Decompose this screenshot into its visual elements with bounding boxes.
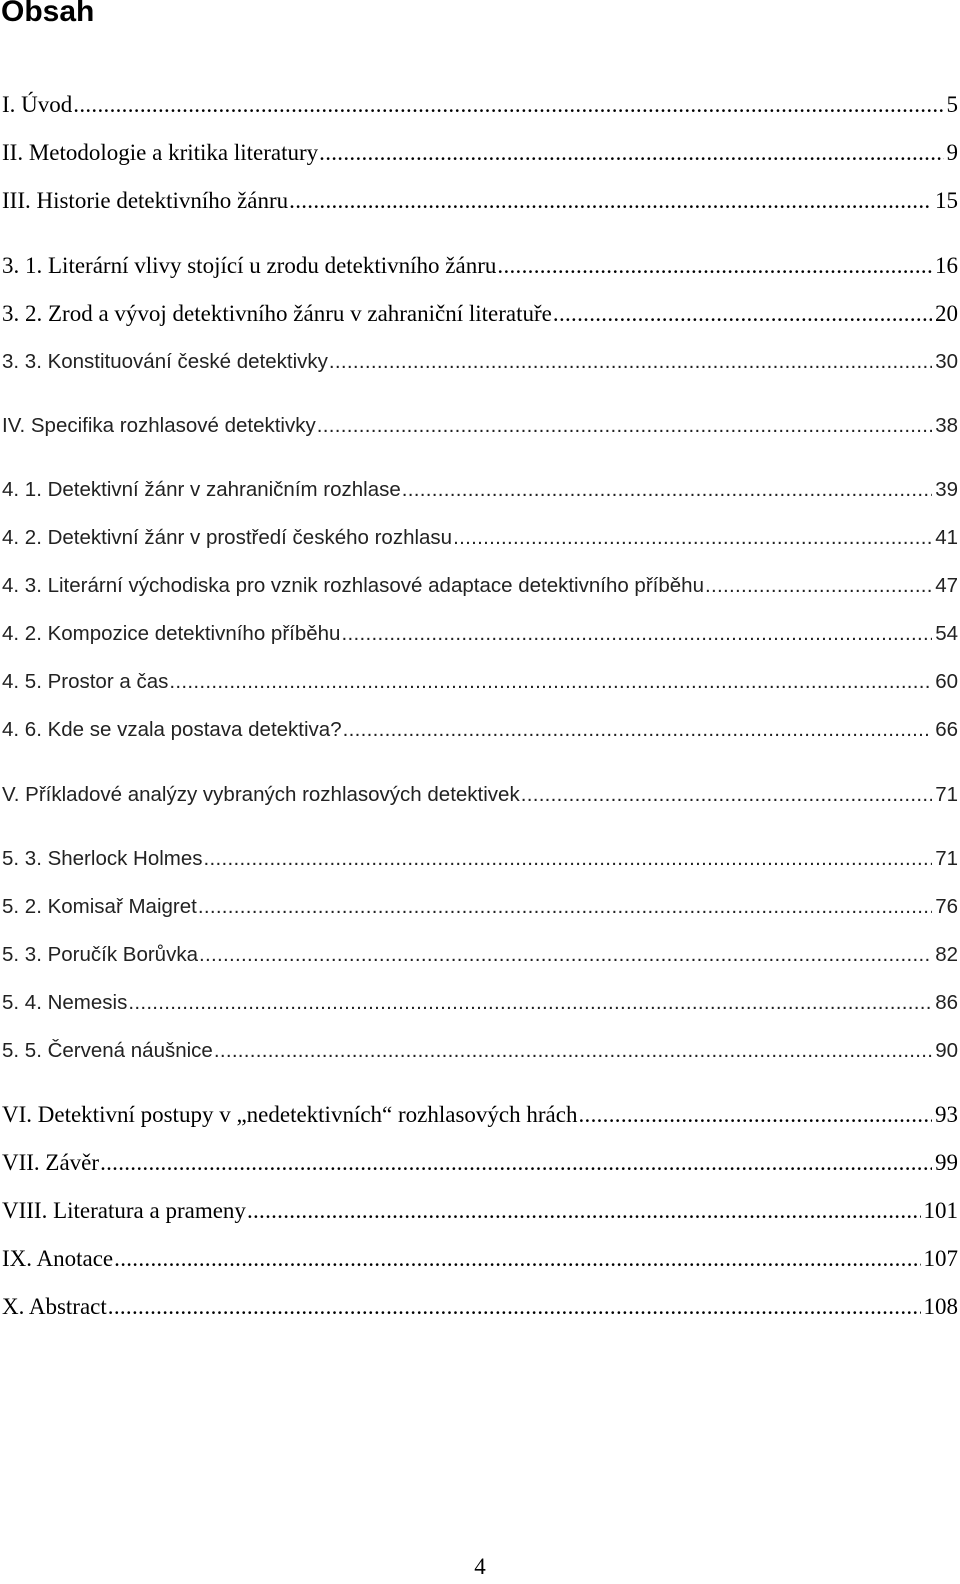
toc-entry-label: 3. 2. Zrod a vývoj detektivního žánru v zahraniční literatuře bbox=[2, 301, 552, 326]
toc-entry-page: 90 bbox=[935, 1039, 958, 1062]
toc-entry-page: 101 bbox=[923, 1198, 958, 1223]
dot-leader bbox=[114, 1244, 920, 1274]
dot-leader bbox=[521, 780, 932, 810]
toc-entry-page: 93 bbox=[935, 1102, 958, 1127]
page-title: Obsah bbox=[1, 0, 95, 28]
toc-entry-page: 30 bbox=[935, 350, 958, 373]
dot-leader bbox=[319, 138, 943, 168]
toc-entry-page: 20 bbox=[935, 301, 958, 326]
toc-entry-label: 4. 2. Detektivní žánr v prostředí českého rozhlasu bbox=[2, 526, 453, 549]
toc-entry-page: 107 bbox=[923, 1246, 958, 1271]
toc-entry-4-3[interactable] bbox=[2, 571, 958, 601]
toc-entry-label: VII. Závěr bbox=[2, 1150, 100, 1175]
toc-entry-label: 3. 3. Konstituování české detektivky bbox=[2, 350, 328, 373]
toc-entry-page: 39 bbox=[935, 478, 958, 501]
toc-entry-page: 76 bbox=[935, 895, 958, 918]
toc-entry-anotace[interactable] bbox=[2, 1244, 958, 1274]
dot-leader bbox=[204, 844, 933, 874]
toc-entry-historie[interactable] bbox=[2, 186, 958, 216]
toc-entry-label: 5. 5. Červená náušnice bbox=[2, 1039, 213, 1062]
toc-entry-label: 5. 3. Sherlock Holmes bbox=[2, 847, 203, 870]
toc-entry-page: 71 bbox=[935, 847, 958, 870]
page-number: 4 bbox=[474, 1554, 486, 1579]
toc-entry-label: 4. 1. Detektivní žánr v zahraničním rozhlase bbox=[2, 478, 401, 501]
toc-entry-zaver[interactable] bbox=[2, 1148, 958, 1178]
dot-leader bbox=[289, 186, 932, 216]
dot-leader bbox=[169, 667, 932, 697]
dot-leader bbox=[343, 715, 933, 745]
dot-leader bbox=[497, 251, 932, 281]
toc-entry-page: 60 bbox=[935, 670, 958, 693]
toc-entry-abstract[interactable] bbox=[2, 1292, 958, 1322]
toc-entry-label: 5. 3. Poručík Borůvka bbox=[2, 943, 198, 966]
dot-leader bbox=[453, 523, 932, 553]
toc-entry-page: 86 bbox=[935, 991, 958, 1014]
toc-entry-3-2[interactable] bbox=[2, 299, 958, 329]
toc-entry-5-boruvka[interactable] bbox=[2, 940, 958, 970]
dot-leader bbox=[214, 1036, 932, 1066]
toc-entry-page: 9 bbox=[946, 140, 958, 165]
dot-leader bbox=[578, 1100, 932, 1130]
toc-entry-postupy[interactable] bbox=[2, 1100, 958, 1130]
toc-entry-label: IV. Specifika rozhlasové detektivky bbox=[2, 414, 316, 437]
toc-entry-page: 16 bbox=[935, 253, 958, 278]
toc-entry-5-nausnice[interactable] bbox=[2, 1036, 958, 1066]
toc-entry-4-1[interactable] bbox=[2, 475, 958, 505]
toc-entry-label: I. Úvod bbox=[2, 92, 73, 117]
toc-entry-label: VIII. Literatura a prameny bbox=[2, 1198, 246, 1223]
toc-entry-label: III. Historie detektivního žánru bbox=[2, 188, 289, 213]
dot-leader bbox=[199, 940, 932, 970]
toc-entry-3-3[interactable] bbox=[2, 347, 958, 377]
toc-entry-label: II. Metodologie a kritika literatury bbox=[2, 140, 319, 165]
toc-entry-5-sherlock[interactable] bbox=[2, 844, 958, 874]
toc-entry-label: 4. 3. Literární východiska pro vznik rozhlasové adaptace detektivního příběhu bbox=[2, 574, 704, 597]
dot-leader bbox=[100, 1148, 932, 1178]
toc-entry-priklady[interactable] bbox=[2, 780, 958, 810]
dot-leader bbox=[247, 1196, 921, 1226]
toc-entry-label: 5. 4. Nemesis bbox=[2, 991, 128, 1014]
toc-entry-page: 47 bbox=[935, 574, 958, 597]
dot-leader bbox=[198, 892, 932, 922]
toc-entry-specifika[interactable] bbox=[2, 411, 958, 441]
toc-entry-label: 4. 5. Prostor a čas bbox=[2, 670, 169, 693]
toc-entry-uvod[interactable] bbox=[2, 90, 958, 120]
toc-entry-label: 3. 1. Literární vlivy stojící u zrodu detektivního žánru bbox=[2, 253, 497, 278]
toc-entry-label: V. Příkladové analýzy vybraných rozhlasových detektivek bbox=[2, 783, 520, 806]
dot-leader bbox=[705, 571, 932, 601]
toc-entry-page: 99 bbox=[935, 1150, 958, 1175]
toc-entry-4-5[interactable] bbox=[2, 667, 958, 697]
toc-entry-metodologie[interactable] bbox=[2, 138, 958, 168]
toc-entry-page: 66 bbox=[935, 718, 958, 741]
toc-entry-label: 5. 2. Komisař Maigret bbox=[2, 895, 197, 918]
toc-entry-label: 4. 6. Kde se vzala postava detektiva? bbox=[2, 718, 342, 741]
toc-entry-4-2-kompozice[interactable] bbox=[2, 619, 958, 649]
toc-entry-page: 38 bbox=[935, 414, 958, 437]
toc-entry-page: 54 bbox=[935, 622, 958, 645]
toc-entry-label: VI. Detektivní postupy v „nedetektivních“ rozhlasových hrách bbox=[2, 1102, 578, 1127]
dot-leader bbox=[329, 347, 932, 377]
toc-entry-page: 108 bbox=[923, 1294, 958, 1319]
toc-entry-literatura[interactable] bbox=[2, 1196, 958, 1226]
toc-entry-3-1[interactable] bbox=[2, 251, 958, 281]
dot-leader bbox=[108, 1292, 921, 1322]
dot-leader bbox=[73, 90, 943, 120]
toc-entry-4-2[interactable] bbox=[2, 523, 958, 553]
toc-entry-label: 4. 2. Kompozice detektivního příběhu bbox=[2, 622, 341, 645]
toc-entry-page: 15 bbox=[935, 188, 958, 213]
toc-entry-label: IX. Anotace bbox=[2, 1246, 114, 1271]
dot-leader bbox=[128, 988, 932, 1018]
toc-entry-4-6[interactable] bbox=[2, 715, 958, 745]
toc-entry-page: 82 bbox=[935, 943, 958, 966]
toc-entry-page: 71 bbox=[935, 783, 958, 806]
dot-leader bbox=[341, 619, 932, 649]
toc-entry-5-nemesis[interactable] bbox=[2, 988, 958, 1018]
toc-entry-page: 5 bbox=[946, 92, 958, 117]
dot-leader bbox=[317, 411, 932, 441]
dot-leader bbox=[553, 299, 932, 329]
dot-leader bbox=[402, 475, 932, 505]
toc-entry-label: X. Abstract bbox=[2, 1294, 107, 1319]
toc-entry-5-maigret[interactable] bbox=[2, 892, 958, 922]
toc-entry-page: 41 bbox=[935, 526, 958, 549]
